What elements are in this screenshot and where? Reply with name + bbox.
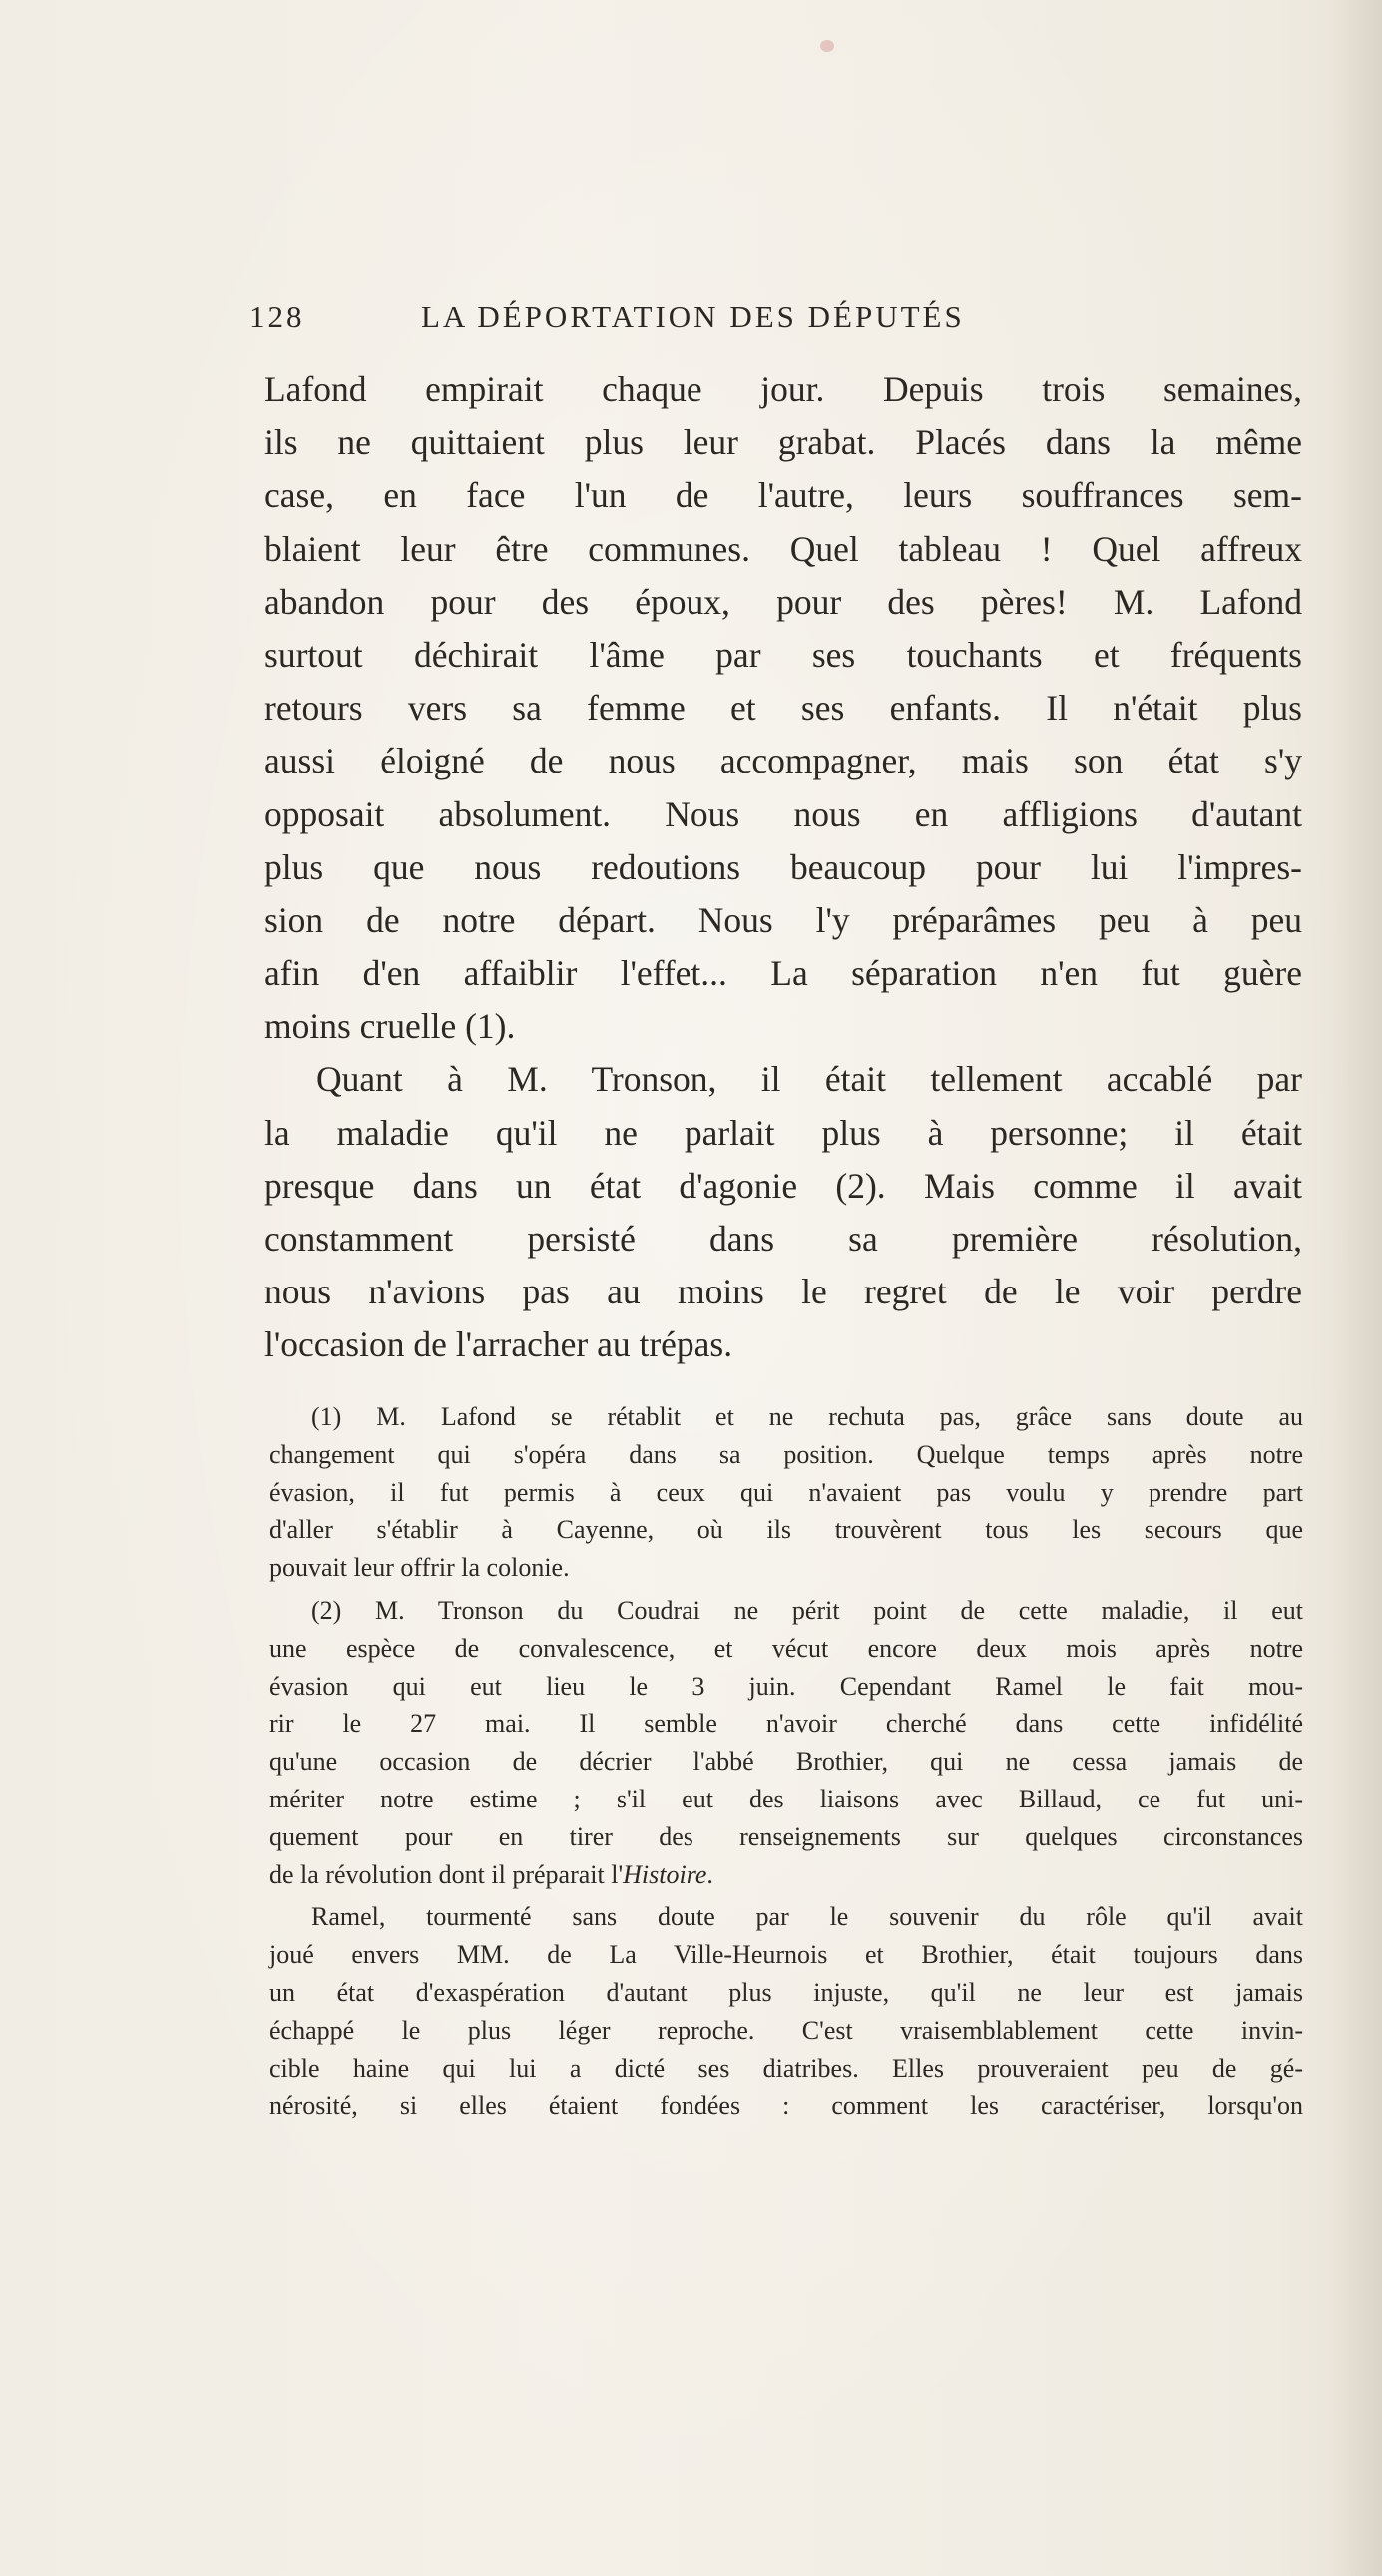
text-line: presque dans un état d'agonie (2). Mais comme il avait — [264, 1165, 1302, 1206]
text-line: case, en face l'un de l'autre, leurs souffrances sem- — [264, 475, 1302, 516]
footnote-1 — [269, 1398, 1303, 1587]
text-line: constamment persisté dans sa première résolution, — [264, 1219, 1302, 1259]
footnote-line: (1) M. Lafond se rétablit et ne rechuta pas, grâce sans doute au — [311, 1402, 1303, 1431]
footnote-line: mériter notre estime ; s'il eut des liaisons avec Billaud, ce fut uni- — [269, 1784, 1303, 1813]
footnote-line: nérosité, si elles étaient fondées : comment les caractériser, lorsqu'on — [269, 2091, 1303, 2121]
text-line: sion de notre départ. Nous l'y préparâmes peu à peu — [264, 899, 1302, 940]
page-number: 128 — [249, 299, 305, 334]
footnote-continuation — [269, 1898, 1303, 2125]
text-line: retours vers sa femme et ses enfants. Il n'était plus — [264, 688, 1302, 729]
footnote-line: quement pour en tirer des renseignements sur quelques circonstances — [269, 1821, 1303, 1851]
footnote-line: évasion, il fut permis à ceux qui n'avaient pas voulu y prendre part — [269, 1477, 1303, 1507]
footnotes — [269, 1398, 1303, 2130]
page-edge-shadow — [1327, 0, 1382, 2576]
footnote-line: un état d'exaspération d'autant plus injuste, qu'il ne leur est jamais — [269, 1977, 1303, 2007]
text-line: Quant à M. Tronson, il était tellement accablé par — [316, 1059, 1302, 1100]
text-line: afin d'en affaiblir l'effet... La séparation n'en fut guère — [264, 953, 1302, 994]
footnote-line: rir le 27 mai. Il semble n'avoir cherché dans cette infidélité — [269, 1709, 1303, 1739]
ink-spot-mark — [820, 40, 834, 52]
running-head — [249, 295, 1128, 339]
footnote-2 — [269, 1592, 1303, 1893]
footnote-line: (2) M. Tronson du Coudrai ne périt point de cette maladie, il eut — [311, 1595, 1303, 1625]
footnote-line: qu'une occasion de décrier l'abbé Brothier, qui ne cessa jamais de — [269, 1747, 1303, 1777]
text-line: moins cruelle (1). — [264, 1006, 516, 1047]
footnote-text: de la révolution dont il préparait l' — [269, 1859, 624, 1889]
paragraph-1 — [264, 363, 1302, 1053]
footnote-line — [269, 1856, 1303, 1894]
footnote-line: pouvait leur offrir la colonie. — [269, 1553, 570, 1583]
footnote-line: cible haine qui lui a dicté ses diatribes. Elles prouveraient peu de gé- — [269, 2053, 1303, 2083]
text-line: blaient leur être communes. Quel tableau ! Quel affreux — [264, 528, 1302, 569]
text-line: ils ne quittaient plus leur grabat. Placés dans la même — [264, 422, 1302, 463]
footnote-line: changement qui s'opéra dans sa position. Quelque temps après notre — [269, 1439, 1303, 1469]
text-line: Lafond empirait chaque jour. Depuis trois semaines, — [264, 369, 1302, 409]
text-line: surtout déchirait l'âme par ses touchants et fréquents — [264, 634, 1302, 675]
text-line: l'occasion de l'arracher au trépas. — [264, 1324, 733, 1365]
text-line: plus que nous redoutions beaucoup pour lui l'impres- — [264, 846, 1302, 887]
footnote-italic-title: Histoire — [623, 1859, 707, 1889]
footnote-line: échappé le plus léger reproche. C'est vraisemblablement cette invin- — [269, 2015, 1303, 2045]
text-line: nous n'avions pas au moins le regret de le voir perdre — [264, 1272, 1302, 1312]
running-title: LA DÉPORTATION DES DÉPUTÉS — [421, 299, 965, 334]
text-line: aussi éloigné de nous accompagner, mais son état s'y — [264, 741, 1302, 781]
footnote-line: d'aller s'établir à Cayenne, où ils trouvèrent tous les secours que — [269, 1515, 1303, 1545]
main-text — [264, 363, 1302, 1372]
footnote-line: Ramel, tourmenté sans doute par le souvenir du rôle qu'il avait — [311, 1902, 1303, 1932]
footnote-line: joué envers MM. de La Ville-Heurnois et Brothier, était toujours dans — [269, 1940, 1303, 1970]
footnote-line: une espèce de convalescence, et vécut encore deux mois après notre — [269, 1633, 1303, 1663]
text-line: abandon pour des époux, pour des pères! M. Lafond — [264, 581, 1302, 622]
text-line: opposait absolument. Nous nous en affligions d'autant — [264, 793, 1302, 834]
footnote-text: . — [706, 1859, 713, 1889]
text-line: la maladie qu'il ne parlait plus à personne; il était — [264, 1112, 1302, 1153]
paragraph-2 — [264, 1053, 1302, 1371]
footnote-line: évasion qui eut lieu le 3 juin. Cependant Ramel le fait mou- — [269, 1671, 1303, 1701]
